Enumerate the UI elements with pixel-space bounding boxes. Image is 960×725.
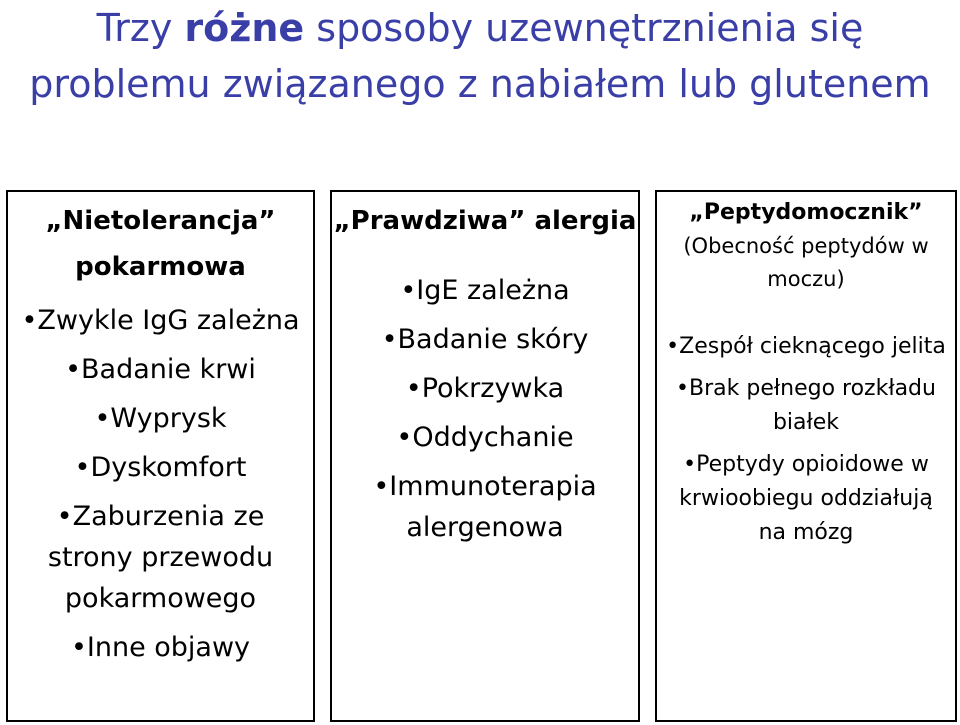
slide-title [20, 0, 940, 112]
peptiduria-heading: „Peptydomocznik” [689, 200, 923, 225]
true-allergy-heading: „Prawdziwa” alergia [333, 206, 637, 236]
list-item: • Zespół cieknącego jelita [665, 330, 947, 364]
list-item: • Zwykle IgG zależna [16, 300, 305, 341]
peptiduria-box [655, 190, 957, 722]
list-item: • Peptydy opioidowe w krwioobiegu oddziałują na mózg [665, 448, 947, 550]
list-item: • Wyprysk [16, 398, 305, 439]
list-item: • Immunoterapia alergenowa [340, 466, 630, 548]
food-intolerance-heading: „Nietolerancja” pokarmowa [45, 206, 276, 282]
list-item: • Dyskomfort [16, 447, 305, 488]
list-item: • Zaburzenia ze strony przewodu pokarmowego [16, 496, 305, 619]
list-item: • Oddychanie [340, 417, 630, 458]
list-item: • Badanie krwi [16, 349, 305, 390]
list-item: • Badanie skóry [340, 319, 630, 360]
list-item: • Inne objawy [16, 627, 305, 668]
food-intolerance-list [8, 300, 313, 668]
peptiduria-subtitle: (Obecność peptydów w moczu) [683, 234, 929, 291]
list-item: • Brak pełnego rozkładu białek [665, 372, 947, 440]
list-item: • IgE zależna [340, 270, 630, 311]
slide-title-emphasis: różne [184, 6, 305, 50]
list-item: • Pokrzywka [340, 368, 630, 409]
food-intolerance-box [6, 190, 315, 722]
true-allergy-list [332, 270, 638, 548]
slide-title-part1: Trzy [96, 6, 185, 50]
slide-title-part2: sposoby uzewnętrznienia się problemu związanego z nabiałem lub glutenem [29, 6, 931, 106]
peptiduria-list [657, 330, 955, 550]
true-allergy-box [330, 190, 640, 722]
